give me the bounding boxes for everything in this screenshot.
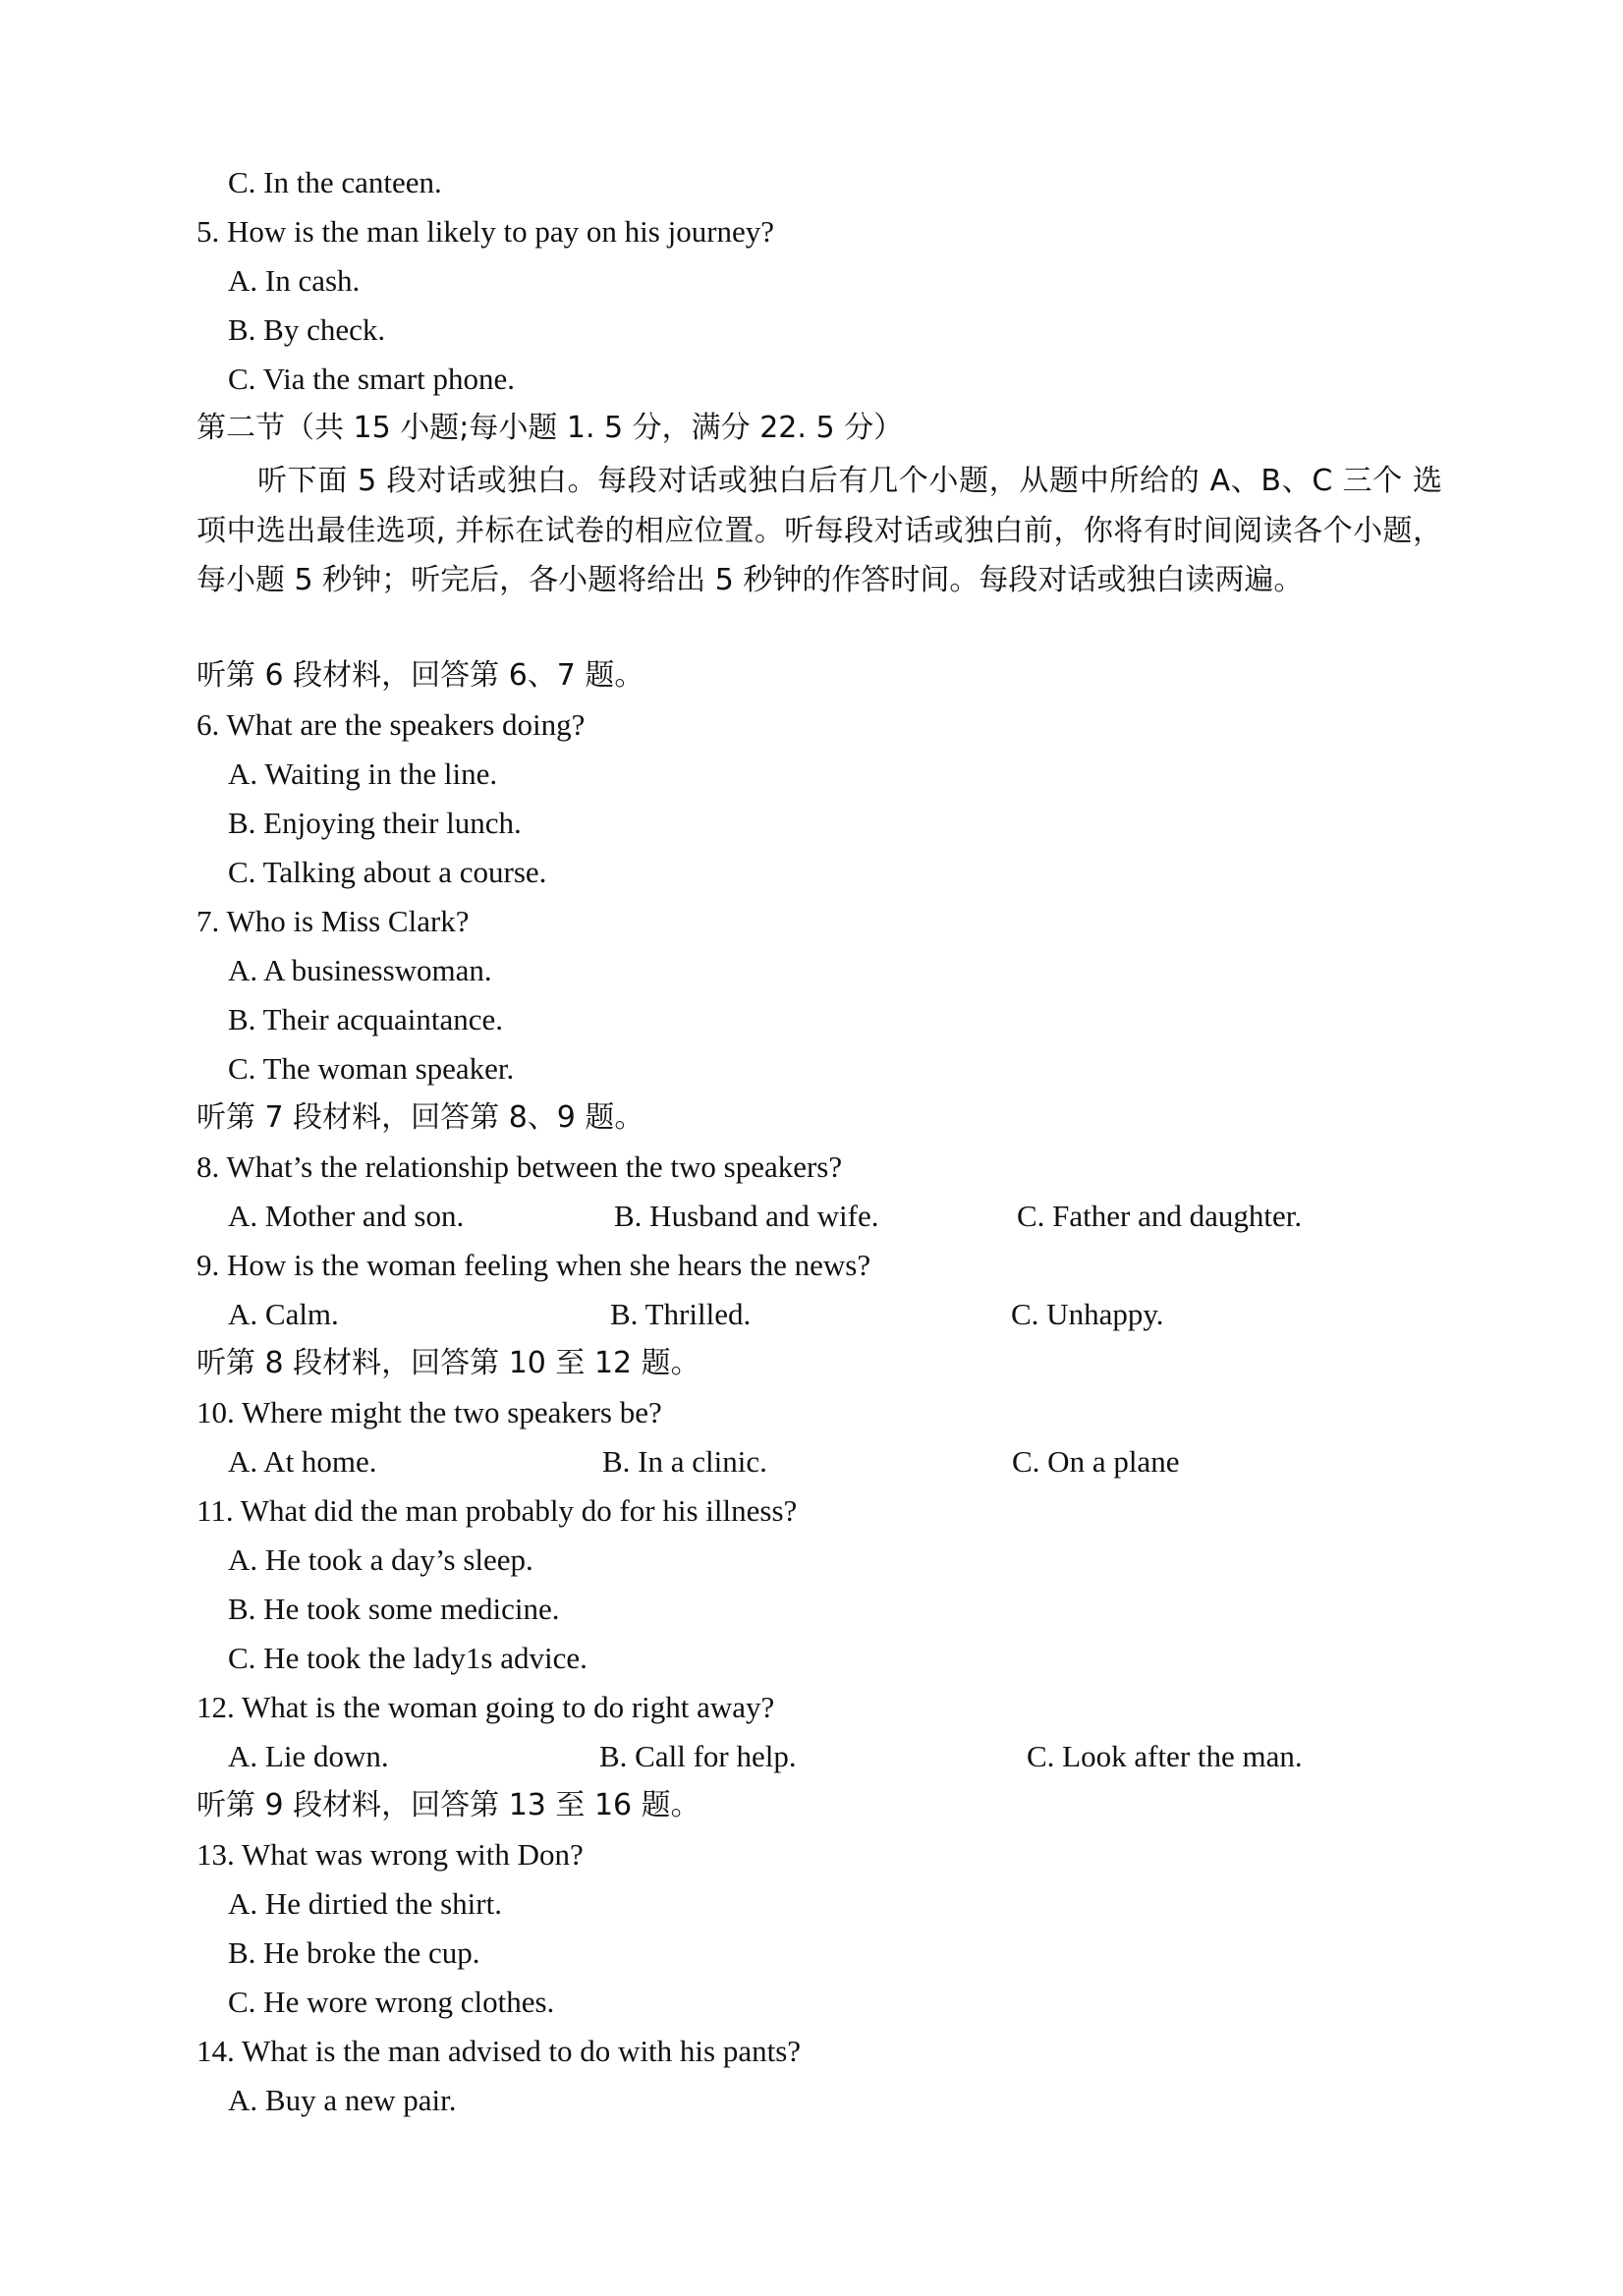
q7-option-b: B. Their acquaintance. <box>228 1002 504 1036</box>
q11-option-c: C. He took the lady1s advice. <box>228 1641 588 1675</box>
q12-stem: 12. What is the woman going to do right away? <box>196 1690 775 1724</box>
q5-stem: 5. How is the man likely to pay on his journey? <box>196 214 775 249</box>
q7-stem: 7. Who is Miss Clark? <box>196 904 470 938</box>
q11-stem: 11. What did the man probably do for his illness? <box>196 1493 798 1528</box>
q14-option-a: A. Buy a new pair. <box>228 2083 457 2117</box>
q13-option-a: A. He dirtied the shirt. <box>228 1886 502 1921</box>
q9-option-a: A. Calm. <box>228 1297 339 1331</box>
q6-option-c: C. Talking about a course. <box>228 855 547 889</box>
q10-stem: 10. Where might the two speakers be? <box>196 1395 662 1429</box>
section2-heading: 第二节（共 15 小题;每小题 1. 5 分，满分 22. 5 分） <box>196 411 904 445</box>
q12-option-b: B. Call for help. <box>599 1739 797 1773</box>
q7-option-c: C. The woman speaker. <box>228 1051 515 1086</box>
q12-option-a: A. Lie down. <box>228 1739 389 1773</box>
q5-option-b: B. By check. <box>228 312 386 347</box>
q10-option-b: B. In a clinic. <box>602 1444 767 1479</box>
material-9-heading: 听第 9 段材料，回答第 13 至 16 题。 <box>196 1788 700 1822</box>
q10-option-c: C. On a plane <box>1012 1444 1180 1479</box>
q11-option-a: A. He took a day’s sleep. <box>228 1542 533 1577</box>
q5-option-a: A. In cash. <box>228 263 361 298</box>
q5-option-c: C. Via the smart phone. <box>228 362 516 396</box>
section2-instructions: 听下面 5 段对话或独白。每段对话或独白后有几个小题，从题中所给的 A、B、C 三个 选项中选出最佳选项, 并标在试卷的相应位置。听每段对话或独白前，你将有时间阅读各个小题，每小题 5 秒钟；听完后，各小题将给出 5 秒钟的作答时间。每段对话或独白读两遍。 <box>196 464 1442 597</box>
q12-option-c: C. Look after the man. <box>1027 1739 1303 1773</box>
q13-option-b: B. He broke the cup. <box>228 1935 480 1970</box>
q7-option-a: A. A businesswoman. <box>228 953 492 987</box>
q13-stem: 13. What was wrong with Don? <box>196 1837 584 1872</box>
q6-stem: 6. What are the speakers doing? <box>196 707 586 742</box>
material-6-heading: 听第 6 段材料，回答第 6、7 题。 <box>196 658 644 693</box>
q9-option-c: C. Unhappy. <box>1011 1297 1164 1331</box>
q4-option-c: C. In the canteen. <box>228 165 442 199</box>
q8-option-a: A. Mother and son. <box>228 1199 465 1233</box>
q9-option-b: B. Thrilled. <box>610 1297 752 1331</box>
q6-option-b: B. Enjoying their lunch. <box>228 806 522 840</box>
q8-option-c: C. Father and daughter. <box>1017 1199 1303 1233</box>
material-7-heading: 听第 7 段材料，回答第 8、9 题。 <box>196 1100 644 1135</box>
q8-stem: 8. What’s the relationship between the two speakers? <box>196 1149 843 1184</box>
q14-stem: 14. What is the man advised to do with his pants? <box>196 2034 802 2068</box>
material-8-heading: 听第 8 段材料，回答第 10 至 12 题。 <box>196 1346 700 1380</box>
q8-option-b: B. Husband and wife. <box>614 1199 879 1233</box>
q6-option-a: A. Waiting in the line. <box>228 756 498 791</box>
q13-option-c: C. He wore wrong clothes. <box>228 1985 555 2019</box>
q9-stem: 9. How is the woman feeling when she hears the news? <box>196 1248 871 1282</box>
q10-option-a: A. At home. <box>228 1444 377 1479</box>
q11-option-b: B. He took some medicine. <box>228 1592 560 1626</box>
